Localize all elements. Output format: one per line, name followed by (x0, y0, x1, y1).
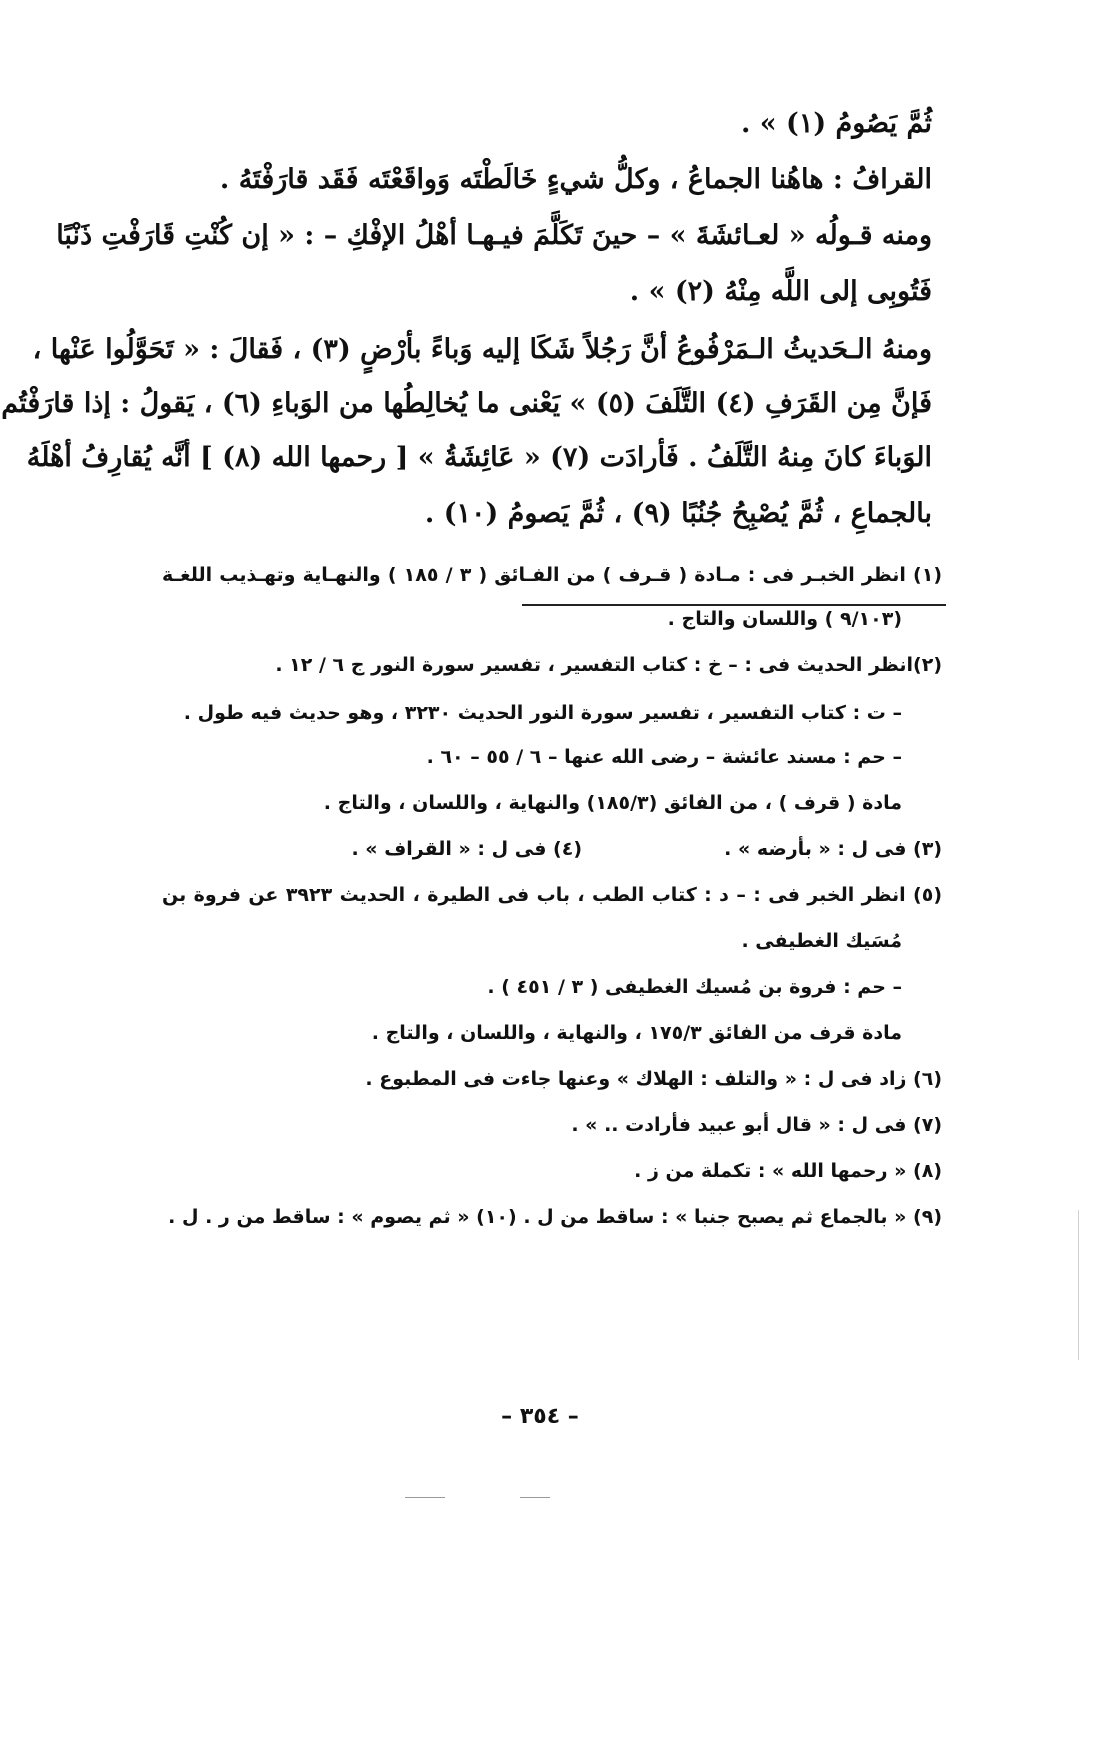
main-text-line-6: فَإنَّ مِن القَرَفِ (٤) التَّلَفَ (٥) » يَعْنى ما يُخالِطُها من الوَباءِ (٦) ، يَقولُ : إذا قارَفْتُم (1, 388, 932, 419)
main-text-line-7: الوَباءَ كانَ مِنهُ التَّلَفُ . فَأرادَت (٧) « عَائِشَةُ » [ رحمها الله (٨) ] أنَّه يُقارِفُ أهْلَهُ (26, 442, 932, 473)
footnote-2: (٢)انظر الحديث فى : – خ : كتاب التفسير ، تفسير سورة النور ج ٦ / ١٢ . (275, 654, 942, 676)
main-text-line-2: القرافُ : هاهُنا الجماعُ ، وكلُّ شيءٍ خَالَطْتَه وَواقَعْتَه فَقَد قارَفْتَهُ . (219, 164, 932, 195)
footnote-2-madda: مادة ( قرف ) ، من الفائق (١٨٥/٣) والنهاية ، واللسان ، والتاج . (323, 792, 902, 814)
footnote-5-hm: – حم : فروة بن مُسيك الغطيفى ( ٣ / ٤٥١ ) . (487, 976, 902, 998)
footnote-6: (٦) زاد فى ل : « والتلف : الهلاك » وعنها جاءت فى المطبوع . (365, 1068, 942, 1090)
main-text-line-3: ومنه قـولُه « لعـائشَةَ » – حينَ تَكَلَّمَ فيـهـا أهْلُ الإفْكِ – : « إن كُنْتِ قَارَفْتِ ذَنْبًا (56, 220, 932, 251)
footnote-5: (٥) انظر الخبر فى : – د : كتاب الطب ، باب فى الطيرة ، الحديث ٣٩٢٣ عن فروة بن (162, 884, 942, 906)
main-text-line-1: ثُمَّ يَصُومُ (١) » . (740, 108, 932, 139)
footnote-8: (٨) « رحمها الله » : تكملة من ز . (634, 1160, 942, 1182)
footnote-1: (١) انظر الخبـر فى : مـادة ( قـرف ) من الفـائق ( ٣ / ١٨٥ ) والنهـاية وتهـذيب اللغـة (162, 564, 942, 586)
footnote-1-cont: (٩/١٠٣ ) واللسان والتاج . (667, 608, 902, 630)
footnote-3: (٣) فى ل : « بأرضه » . (724, 838, 942, 860)
scan-edge-line (1078, 1210, 1079, 1360)
footnote-7: (٧) فى ل : « قال أبو عبيد فأرادت .. » . (571, 1114, 942, 1136)
footnote-2-t: – ت : كتاب التفسير ، تفسير سورة النور الحديث ٣٢٣٠ ، وهو حديث فيه طول . (183, 702, 902, 724)
main-text-line-4: فَتُوبِى إلى اللَّه مِنْهُ (٢) » . (629, 276, 932, 307)
main-text-line-8: بالجماعِ ، ثُمَّ يُصْبِحُ جُنُبًا (٩) ، ثُمَّ يَصومُ (١٠) . (424, 498, 932, 529)
main-text-line-5: ومنهُ الـحَديثُ الـمَرْفُوعُ أنَّ رَجُلاً شَكَا إليه وَباءً بأرْضٍ (٣) ، فَقالَ : « تَحَوَّلُوا عَنْها ، (32, 334, 932, 365)
page-number: – ٣٥٤ – (501, 1404, 579, 1429)
footnote-4: (٤) فى ل : « القراف » . (351, 838, 582, 860)
scan-artifact (405, 1497, 445, 1498)
footnote-9-10: (٩) « بالجماع ثم يصبح جنبا » : ساقط من ل . (١٠) « ثم يصوم » : ساقط من ر . ل . (168, 1206, 942, 1228)
scan-artifact (520, 1497, 550, 1498)
footnote-5-madda: مادة قرف من الفائق ١٧٥/٣ ، والنهاية ، واللسان ، والتاج . (371, 1022, 902, 1044)
footnote-2-hm: – حم : مسند عائشة – رضى الله عنها – ٦ / ٥٥ – ٦٠ . (426, 746, 902, 768)
footnote-5-cont: مُسَيك الغطيفى . (741, 930, 902, 952)
